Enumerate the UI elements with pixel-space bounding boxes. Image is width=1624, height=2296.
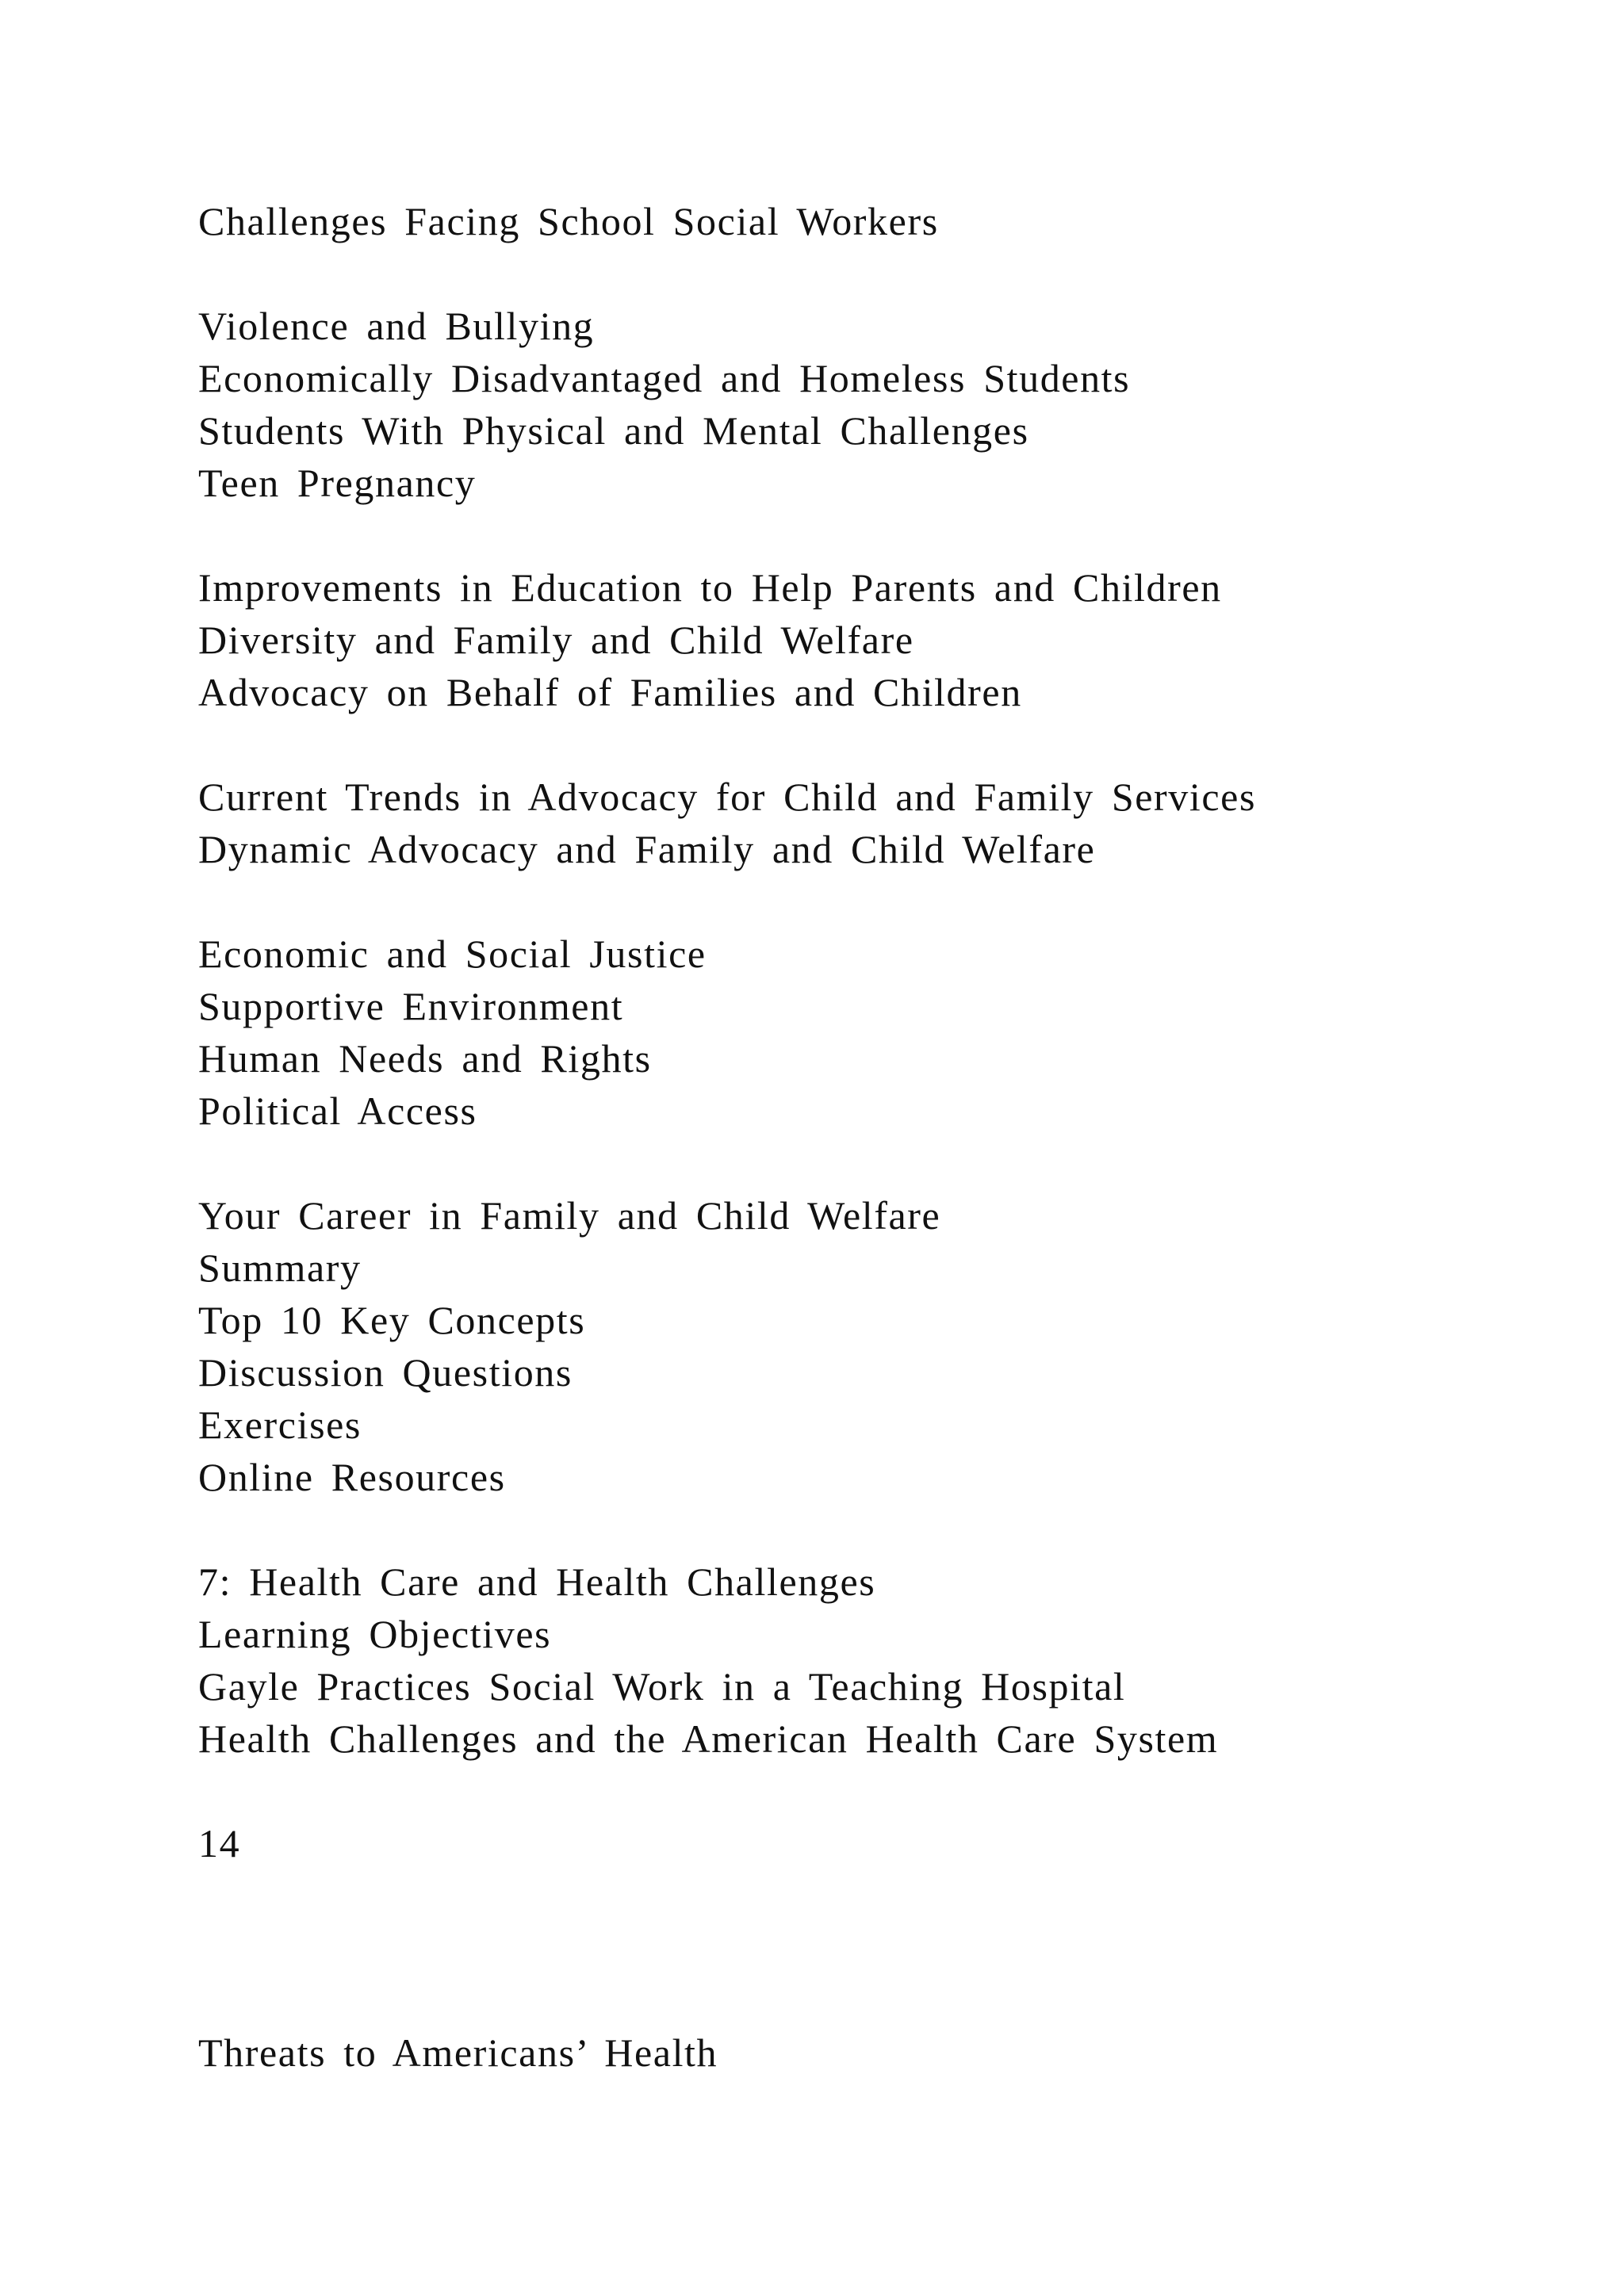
page-number: 14 <box>198 1821 241 1866</box>
toc-line: Economically Disadvantaged and Homeless Students <box>198 356 1131 400</box>
toc-line: Human Needs and Rights <box>198 1036 652 1081</box>
toc-line: Health Challenges and the American Health Care System <box>198 1716 1219 1761</box>
toc-line: Threats to Americans’ Health <box>198 2030 718 2075</box>
toc-line: Political Access <box>198 1089 477 1133</box>
toc-line: Discussion Questions <box>198 1350 573 1395</box>
heading-challenges-facing-school-social-workers: Challenges Facing School Social Workers <box>198 199 939 243</box>
toc-line: Summary <box>198 1246 362 1290</box>
toc-line: Gayle Practices Social Work in a Teaching Hospital <box>198 1664 1126 1709</box>
toc-line: Diversity and Family and Child Welfare <box>198 618 914 662</box>
toc-line: Violence and Bullying <box>198 304 595 348</box>
chapter-heading: 7: Health Care and Health Challenges <box>198 1559 876 1604</box>
toc-line: Top 10 Key Concepts <box>198 1298 586 1342</box>
toc-line: Current Trends in Advocacy for Child and Family Services <box>198 775 1257 819</box>
toc-line: Economic and Social Justice <box>198 932 707 976</box>
toc-line: Dynamic Advocacy and Family and Child Welfare <box>198 827 1096 871</box>
toc-line: Exercises <box>198 1402 362 1447</box>
toc-line: Students With Physical and Mental Challenges <box>198 408 1029 453</box>
toc-line: Your Career in Family and Child Welfare <box>198 1193 941 1238</box>
toc-line: Learning Objectives <box>198 1612 552 1656</box>
toc-line: Advocacy on Behalf of Families and Children <box>198 670 1022 714</box>
toc-line: Online Resources <box>198 1455 506 1499</box>
toc-line: Improvements in Education to Help Parents and Children <box>198 565 1222 610</box>
toc-line: Supportive Environment <box>198 984 624 1028</box>
toc-line: Teen Pregnancy <box>198 461 477 505</box>
